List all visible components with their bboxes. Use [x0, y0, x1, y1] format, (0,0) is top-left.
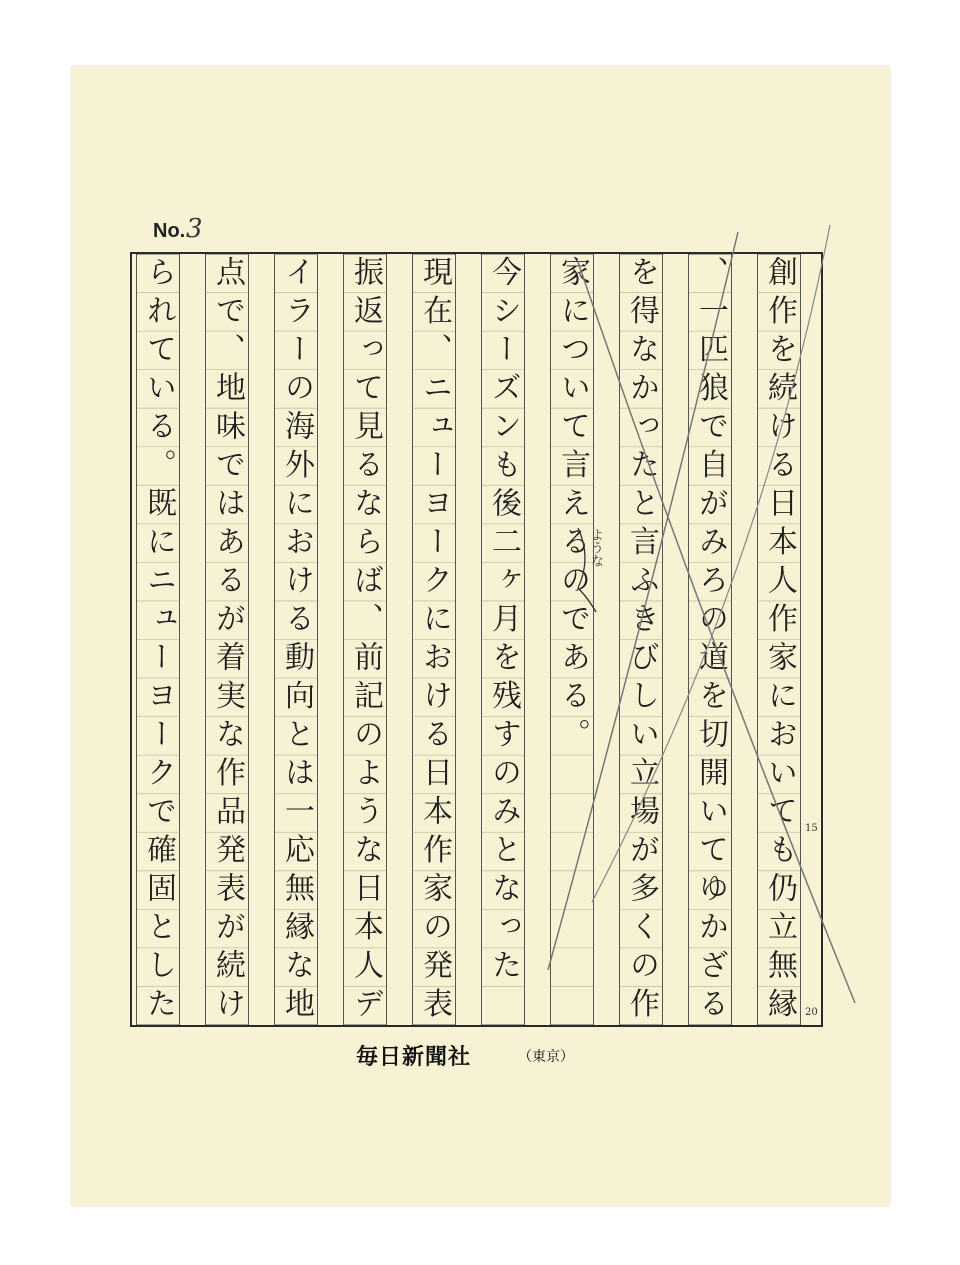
- manuscript-column-text: イラーの海外における動向とは一応無縁な地: [279, 256, 314, 1026]
- manuscript-column-text: 今シーズンも後二ヶ月を残すのみとなった: [486, 256, 521, 988]
- manuscript-column-text: 創作を続ける日本人作家においても仍立無縁: [762, 256, 797, 1026]
- manuscript-column: [757, 254, 801, 1025]
- manuscript-column: [412, 254, 456, 1025]
- page-number-label: No.: [153, 220, 186, 242]
- manuscript-column-text: 現在、ニューヨークにおける日本作家の発表: [417, 256, 452, 1026]
- margin-correction-note: ような: [588, 528, 603, 567]
- manuscript-column-text: 家について言えるのである。: [555, 256, 590, 757]
- manuscript-column-text: 振返って見るならば、前記のような日本人デ: [348, 256, 383, 1026]
- manuscript-column: [481, 254, 525, 1025]
- line-number-20: 20: [805, 1007, 818, 1018]
- manuscript-column-text: 、一匹狼で自がみろの道を切開いてゆかざる: [693, 256, 728, 1026]
- manuscript-column-text: 点で、地味ではあるが着実な作品発表が続け: [210, 256, 245, 1026]
- publisher-location: （東京）: [518, 1049, 574, 1065]
- manuscript-column: [136, 254, 180, 1025]
- manuscript-column: [619, 254, 663, 1025]
- manuscript-column: [550, 254, 594, 1025]
- manuscript-column: [274, 254, 318, 1025]
- line-number-15: 15: [805, 823, 818, 834]
- manuscript-column: [688, 254, 732, 1025]
- publisher-name: 毎日新聞社: [356, 1044, 472, 1070]
- manuscript-column: [343, 254, 387, 1025]
- manuscript-column-text: を得なかったと言ふきびしい立場が多くの作: [624, 256, 659, 1026]
- manuscript-column: [205, 254, 249, 1025]
- page-number: 3: [186, 214, 203, 244]
- manuscript-column-text: られている。既にニューヨークで確固とした: [141, 256, 176, 1026]
